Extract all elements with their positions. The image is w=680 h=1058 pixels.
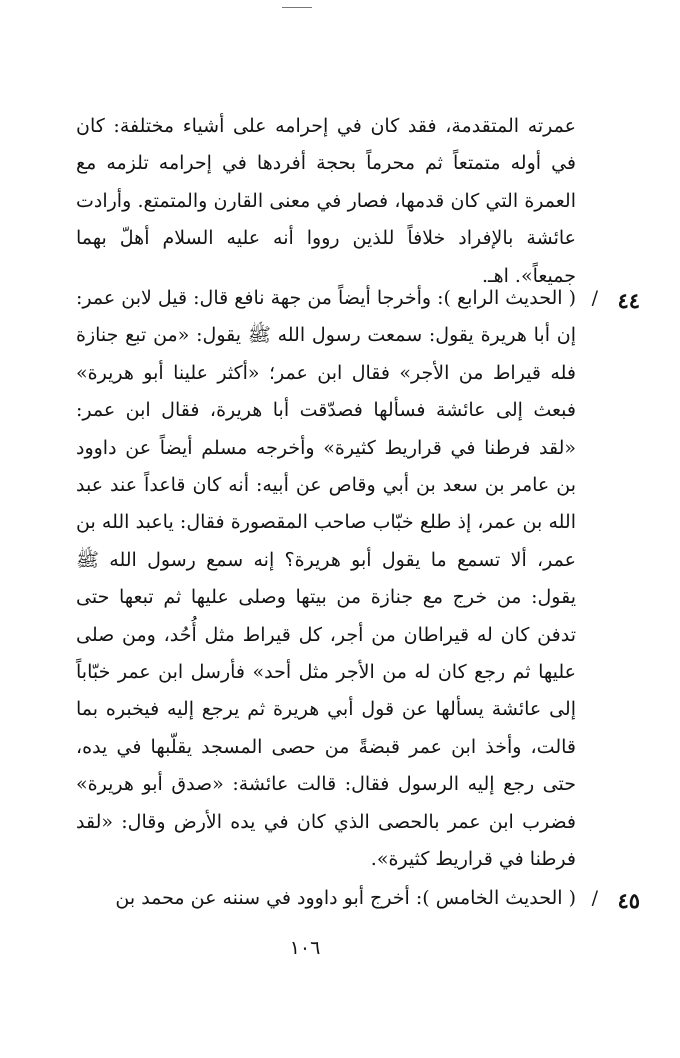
hadith-44-marker: / bbox=[591, 287, 598, 309]
hadith-44-text: ( الحديث الرابع ): وأخرجا أيضاً من جهة نافع قال: قيل لابن عمر: إن أبا هريرة يقول: سمعت رسول الله ﷺ يقول: «من تبع جنازة فله قيراط من الأجر» فقال ابن عمر؛ «أكثر علينا أبو هريرة» فبعث إلى عائشة فسألها فصدّقت أبا هريرة، فقال ابن عمر: «لقد فرطنا في قراريط كثيرة» وأخرجه مسلم أيضاً عن داوود بن عامر بن سعد بن أبي وقاص عن أبيه: أنه كان قاعداً عند عبد الله بن عمر، إذ طلع خبّاب صاحب المقصورة فقال: ياعبد الله بن عمر، ألا تسمع ما يقول أبو هريرة؟ إنه سمع رسول الله ﷺ يقول: من خرج مع جنازة من بيتها وصلى عليها ثم تبعها حتى تدفن كان له قيراطان من أجر، كل قيراط مثل أُحُد، ومن صلى عليها ثم رجع كان له من الأجر مثل أحد» فأرسل ابن عمر خبّاباً إلى عائشة يسألها عن قول أبي هريرة ثم يرجع إليه فيخبره بما قالت، وأخذ ابن عمر قبضةً من حصى المسجد يقلّبها في يده، حتى رجع إليه الرسول فقال: قالت عائشة: «صدق أبو هريرة» فضرب ابن عمر بالحصى الذي كان في يده الأرض وقال: «لقد فرطنا في قراريط كثيرة». bbox=[76, 287, 576, 871]
top-scan-mark bbox=[282, 7, 312, 8]
hadith-44-paragraph bbox=[76, 280, 576, 879]
page-number: ١٠٦ bbox=[289, 937, 321, 959]
hadith-45-paragraph bbox=[76, 880, 576, 917]
hadith-45-text: ( الحديث الخامس ): أخرج أبو داوود في سننه عن محمد بن bbox=[115, 887, 576, 909]
continuation-text: عمرته المتقدمة، فقد كان في إحرامه على أشياء مختلفة: كان في أوله متمتعاً ثم محرماً بحجة أفردها في إحرامه تلزمه مع العمرة التي كان قدمها، فصار في معنى القارن والمتمتع. وأرادت عائشة بالإفراد خلافاً للذين رووا أنه عليه السلام أهلّ بهما جميعاً». اهـ. bbox=[76, 115, 576, 287]
hadith-45-number: ٤٥ bbox=[617, 888, 640, 913]
paragraph-continuation bbox=[76, 108, 576, 295]
hadith-45-marker: / bbox=[591, 887, 598, 909]
hadith-44-number: ٤٤ bbox=[617, 288, 640, 313]
